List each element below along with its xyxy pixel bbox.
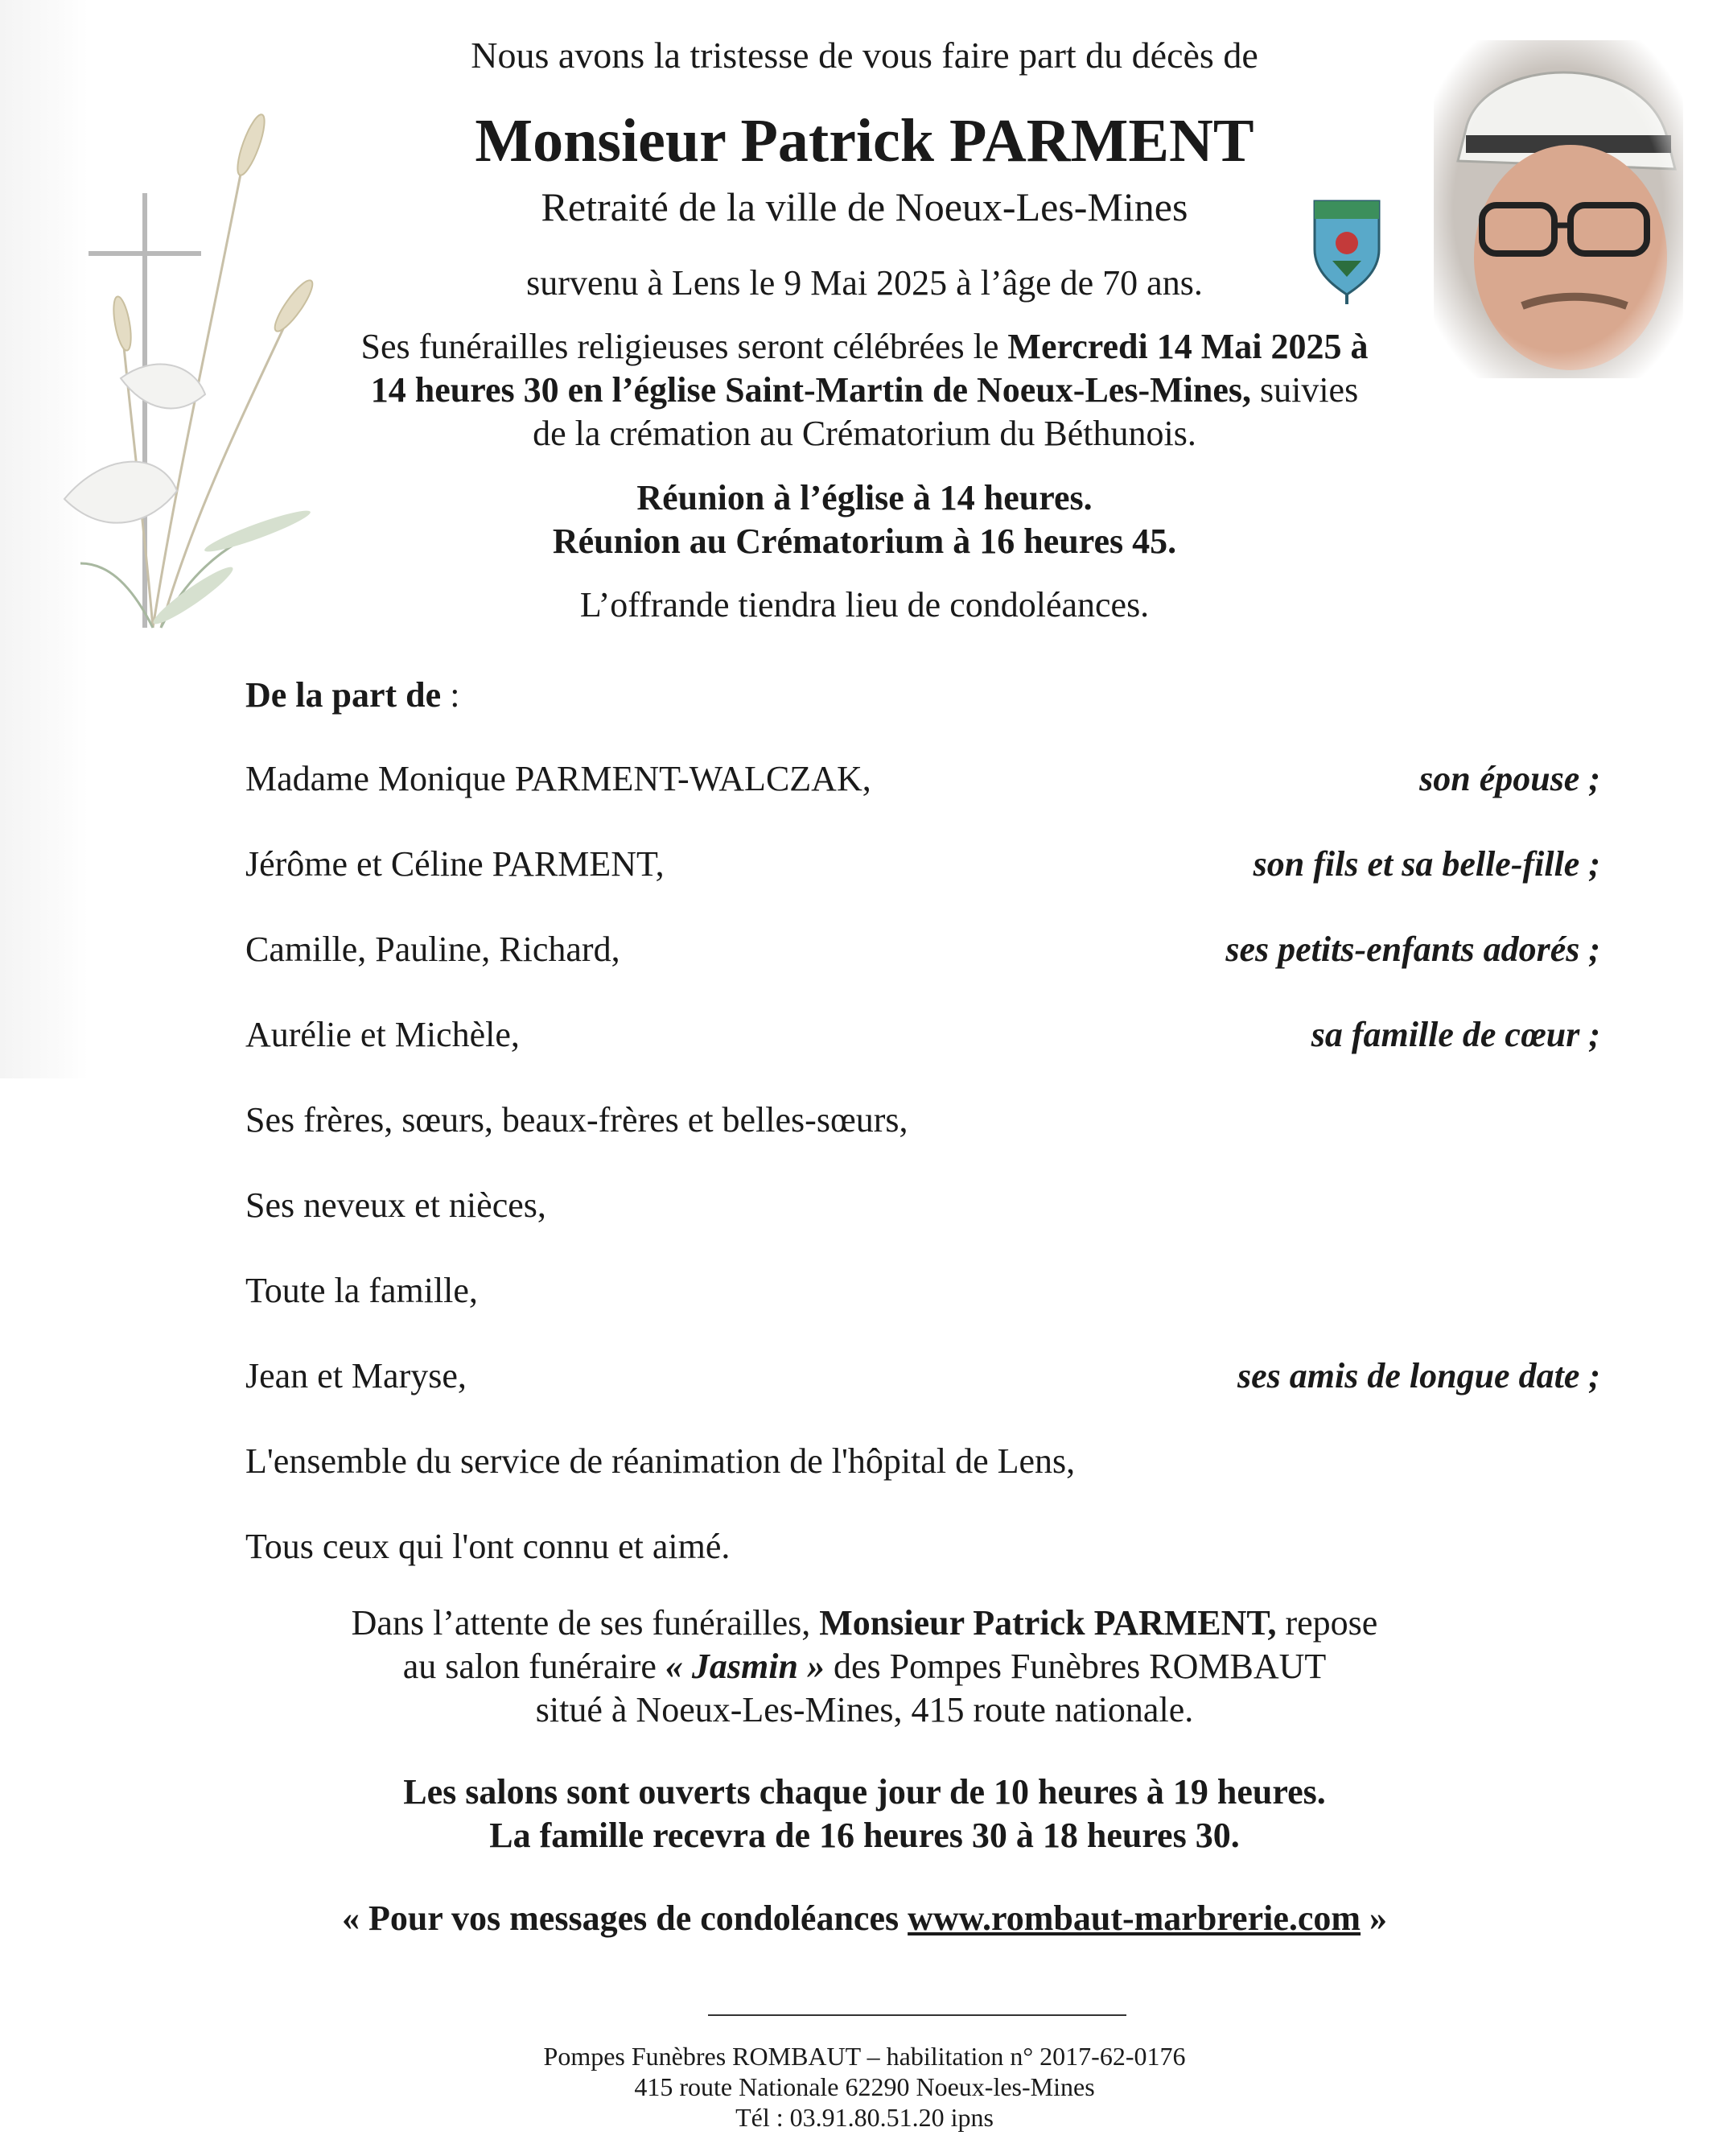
funeral-date: Mercredi 14 Mai 2025 à [1007,327,1369,366]
footer-divider [708,2014,1126,2016]
rest-address: situé à Noeux-Les-Mines, 415 route nationale. [535,1690,1194,1729]
family-name: Camille, Pauline, Richard, [245,930,620,969]
family-name: Ses frères, sœurs, beaux-frères et belles-sœurs, [245,1100,908,1140]
funeral-text: Ses funérailles religieuses seront célébrées le [360,327,1008,366]
deceased-name: Monsieur Patrick PARMENT [475,107,1254,175]
family-name: L'ensemble du service de réanimation de l'hôpital de Lens, [245,1441,1076,1481]
salon-hours: Les salons sont ouverts chaque jour de 10 heures à 19 heures. [403,1772,1326,1812]
footer [0,2041,1729,2133]
family-hours: La famille recevra de 16 heures 30 à 18 heures 30. [489,1816,1240,1855]
funeral-text: suivies [1250,370,1359,410]
family-relation: son épouse ; [1419,759,1600,798]
cremation-text: de la crémation au Crématorium du Béthunois. [533,414,1196,453]
offering-text: L’offrande tiendra lieu de condoléances. [579,585,1150,625]
footer-company: Pompes Funèbres ROMBAUT – habilitation n° 2017-62-0176 [543,2042,1186,2071]
messages-suffix: » [1361,1898,1388,1938]
footer-address: 415 route Nationale 62290 Noeux-les-Mines [634,2072,1095,2101]
from-heading [245,674,459,715]
family-name: Jérôme et Céline PARMENT, [245,844,665,884]
family-name: Jean et Maryse, [245,1356,467,1395]
family-relation: sa famille de cœur ; [1311,1015,1600,1054]
death-info: survenu à Lens le 9 Mai 2025 à l’âge de 70 ans. [526,263,1203,303]
rest-text: Dans l’attente de ses funérailles, [351,1603,820,1643]
family-name: Aurélie et Michèle, [245,1015,520,1054]
rest-text: des Pompes Funèbres ROMBAUT [824,1647,1327,1686]
rest-paragraph [0,1602,1729,1732]
rest-text: repose [1276,1603,1378,1643]
condolences-message [0,1898,1729,1939]
reunion-crematorium: Réunion au Crématorium à 16 heures 45. [552,521,1177,561]
family-name: Toute la famille, [245,1271,478,1310]
family-name: Tous ceux qui l'ont connu et aimé. [245,1527,731,1566]
rest-text: au salon funéraire [402,1647,665,1686]
family-relation: ses petits-enfants adorés ; [1225,930,1600,969]
family-name: Madame Monique PARMENT-WALCZAK, [245,759,871,798]
salon-name: « Jasmin » [665,1647,825,1686]
footer-phone: Tél : 03.91.80.51.20 ipns [735,2103,994,2132]
reunion-block [0,476,1729,563]
funeral-time-place: 14 heures 30 en l’église Saint-Martin de Noeux-Les-Mines, [370,370,1251,410]
occupation-text: Retraité de la ville de Noeux-Les-Mines [541,184,1188,229]
from-label: De la part de [245,675,442,715]
reunion-church: Réunion à l’église à 14 heures. [636,478,1093,517]
family-relation: son fils et sa belle-fille ; [1253,844,1600,884]
website-link[interactable]: www.rombaut-marbrerie.com [908,1898,1361,1938]
messages-prefix: « Pour vos messages de condoléances [341,1898,908,1938]
funeral-paragraph [0,325,1729,456]
family-name: Ses neveux et nièces, [245,1185,546,1225]
opening-hours [0,1771,1729,1857]
intro-text: Nous avons la tristesse de vous faire part du décès de [471,35,1258,76]
family-relation: ses amis de longue date ; [1237,1356,1600,1395]
from-colon: : [441,675,460,715]
rest-name: Monsieur Patrick PARMENT, [819,1603,1277,1643]
